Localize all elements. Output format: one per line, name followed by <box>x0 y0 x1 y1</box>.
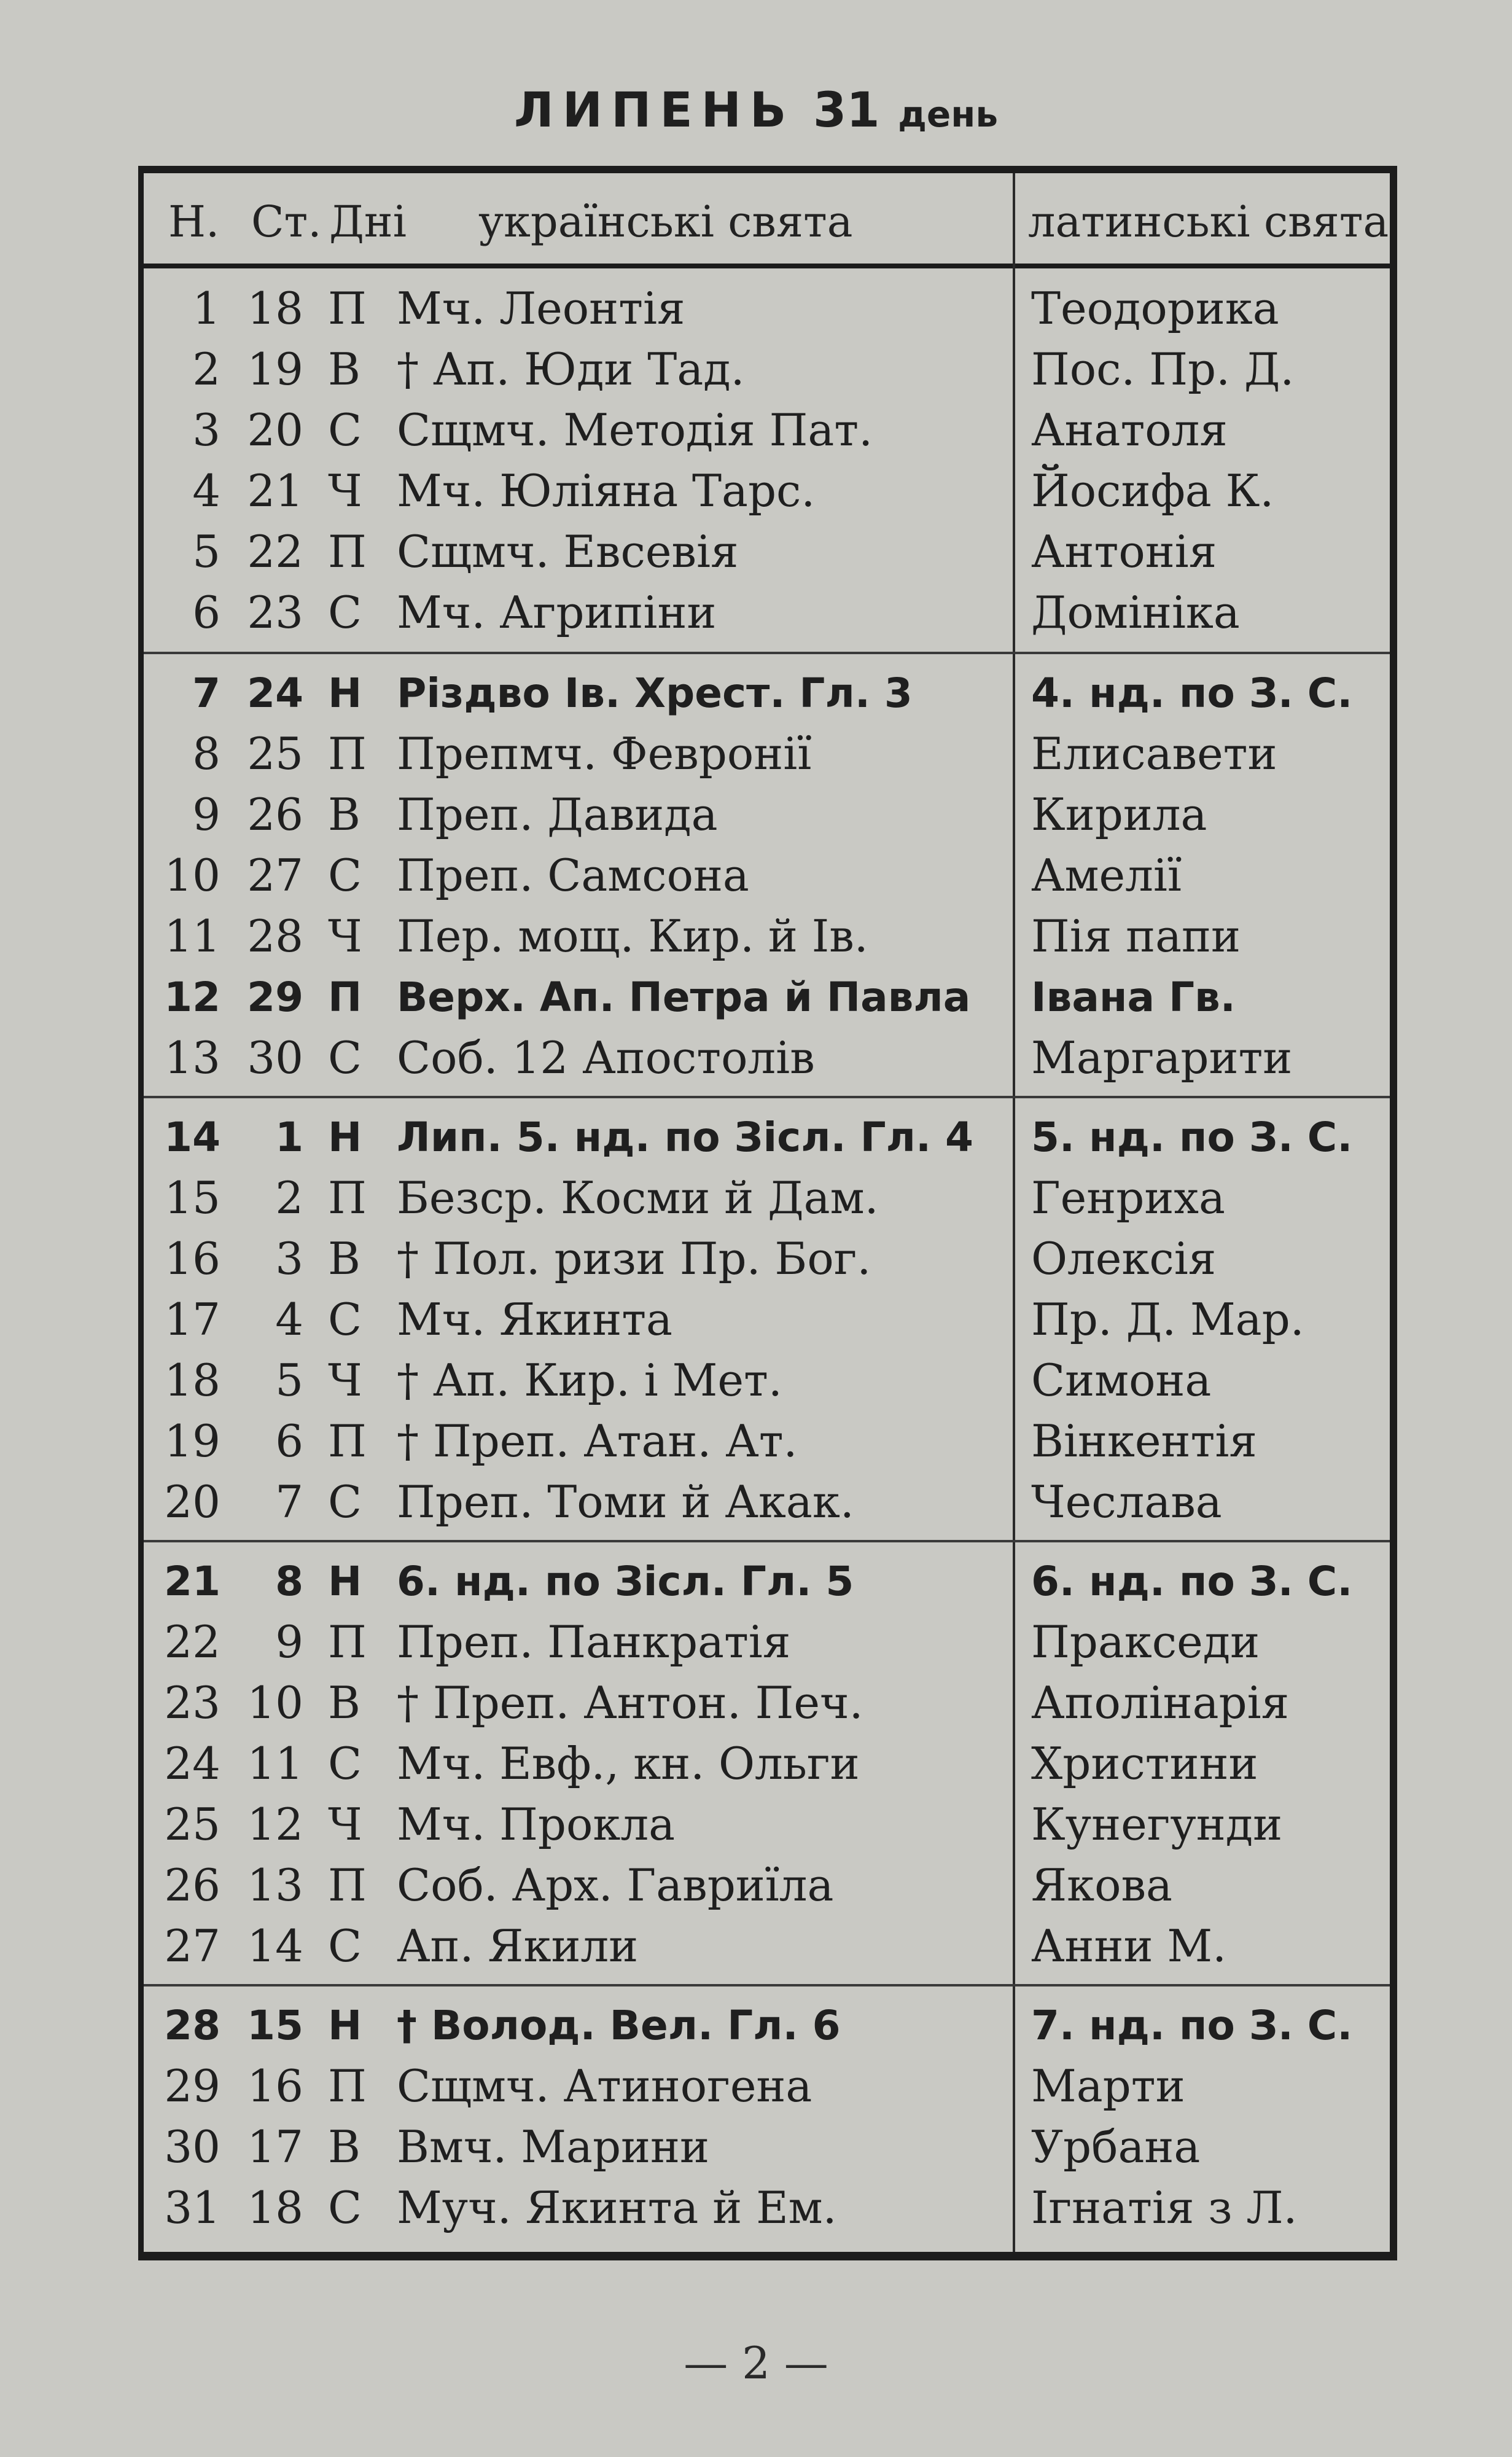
ukrainian-feast: Преп. Самсона <box>397 850 749 901</box>
day-number-new: 29 <box>164 2060 220 2112</box>
weekday-letter: П <box>328 1859 367 1911</box>
day-number-old: 26 <box>247 789 303 840</box>
weekday-letter: С <box>328 1738 362 1789</box>
weekday-letter: П <box>328 1616 367 1668</box>
ukrainian-feast: Сщмч. Атиногена <box>397 2060 813 2112</box>
day-number-old: 7 <box>275 1476 303 1528</box>
ukrainian-feast: Соб. 12 Апостолів <box>397 1032 815 1084</box>
weekday-letter: П <box>328 1172 367 1224</box>
day-number-old: 18 <box>247 2182 303 2233</box>
latin-feast: Кирила <box>1031 789 1207 840</box>
weekday-letter: Н <box>328 670 362 717</box>
day-number-new: 19 <box>164 1415 220 1467</box>
latin-feast: Пракседи <box>1031 1616 1260 1668</box>
table-row <box>144 1855 1390 1916</box>
table-row <box>144 1472 1390 1533</box>
day-number-old: 11 <box>247 1738 303 1789</box>
days-word: день <box>898 93 998 135</box>
day-number-new: 27 <box>164 1920 220 1972</box>
ukrainian-feast: Безср. Косми й Дам. <box>397 1172 879 1224</box>
latin-feast: Ігнатія з Л. <box>1031 2182 1298 2233</box>
weekday-letter: Ч <box>328 910 362 962</box>
ukrainian-feast: Сщмч. Методія Пат. <box>397 404 873 456</box>
weekday-letter: П <box>328 526 367 577</box>
latin-feast: Христини <box>1031 1738 1258 1789</box>
ukrainian-feast: Різдво Ів. Хрест. Гл. 3 <box>397 670 913 717</box>
table-row <box>144 2056 1390 2117</box>
table-row <box>144 1673 1390 1733</box>
latin-feast: 6. нд. по З. С. <box>1031 1558 1353 1605</box>
day-number-new: 11 <box>164 910 220 962</box>
ukrainian-feast: † Ап. Кир. і Мет. <box>397 1354 782 1406</box>
day-number-old: 10 <box>247 1677 303 1728</box>
latin-feast: Генриха <box>1031 1172 1225 1224</box>
weekday-letter: П <box>328 2060 367 2112</box>
latin-feast: Маргарити <box>1031 1032 1293 1084</box>
day-number-new: 15 <box>164 1172 220 1224</box>
week-group <box>144 1540 1390 1984</box>
header-new-style: Н. <box>168 197 220 247</box>
table-row <box>144 521 1390 582</box>
table-row <box>144 461 1390 521</box>
table-row <box>144 845 1390 906</box>
table-row <box>144 2178 1390 2238</box>
ukrainian-feast: Мч. Агрипіни <box>397 587 717 638</box>
table-row <box>144 1411 1390 1472</box>
weekday-letter: П <box>328 1415 367 1467</box>
day-number-new: 6 <box>192 587 220 638</box>
header-ukrainian-feasts: українські свята <box>478 197 853 247</box>
ukrainian-feast: Препмч. Февронії <box>397 728 812 779</box>
ukrainian-feast: † Преп. Атан. Ат. <box>397 1415 798 1467</box>
weekday-letter: В <box>328 1233 360 1284</box>
page-title <box>0 83 1512 138</box>
table-row <box>144 1916 1390 1977</box>
weekday-letter: С <box>328 1294 362 1345</box>
table-row <box>144 1228 1390 1289</box>
weekday-letter: С <box>328 1032 362 1084</box>
latin-feast: Анни М. <box>1031 1920 1226 1972</box>
weekday-letter: В <box>328 343 360 395</box>
calendar-table <box>138 166 1397 2260</box>
table-row <box>144 1028 1390 1088</box>
ukrainian-feast: Верх. Ап. Петра й Павла <box>397 974 971 1021</box>
ukrainian-feast: Соб. Арх. Гавриїла <box>397 1859 834 1911</box>
weekday-letter: С <box>328 404 362 456</box>
day-number-old: 12 <box>247 1799 303 1850</box>
ukrainian-feast: Муч. Якинта й Ем. <box>397 2182 837 2233</box>
latin-feast: Івана Гв. <box>1031 974 1236 1021</box>
weekday-letter: С <box>328 2182 362 2233</box>
day-number-new: 5 <box>192 526 220 577</box>
ukrainian-feast: Пер. мощ. Кир. й Ів. <box>397 910 868 962</box>
table-row <box>144 1107 1390 1168</box>
day-number-new: 12 <box>164 974 220 1021</box>
day-number-new: 4 <box>192 465 220 517</box>
latin-feast: Анатоля <box>1031 404 1228 456</box>
latin-feast: 4. нд. по З. С. <box>1031 670 1353 717</box>
table-row <box>144 663 1390 724</box>
ukrainian-feast: Мч. Прокла <box>397 1799 675 1850</box>
ukrainian-feast: Ап. Якили <box>397 1920 639 1972</box>
table-row <box>144 1168 1390 1228</box>
day-number-old: 2 <box>275 1172 303 1224</box>
latin-feast: Пос. Пр. Д. <box>1031 343 1295 395</box>
day-number-new: 26 <box>164 1859 220 1911</box>
day-number-old: 13 <box>247 1859 303 1911</box>
day-number-new: 1 <box>192 283 220 334</box>
weekday-letter: С <box>328 850 362 901</box>
day-number-old: 1 <box>275 1114 303 1161</box>
latin-feast: 5. нд. по З. С. <box>1031 1114 1353 1161</box>
day-number-old: 23 <box>247 587 303 638</box>
weekday-letter: П <box>328 728 367 779</box>
weekday-letter: Ч <box>328 465 362 517</box>
weekday-letter: С <box>328 1920 362 1972</box>
latin-feast: Домініка <box>1031 587 1240 638</box>
table-row <box>144 1794 1390 1855</box>
day-number-old: 19 <box>247 343 303 395</box>
ukrainian-feast: Преп. Томи й Акак. <box>397 1476 854 1528</box>
ukrainian-feast: Преп. Давида <box>397 789 718 840</box>
day-number-old: 14 <box>247 1920 303 1972</box>
day-number-new: 7 <box>192 670 220 717</box>
table-row <box>144 967 1390 1028</box>
weekday-letter: В <box>328 789 360 840</box>
day-number-new: 28 <box>164 2002 220 2049</box>
table-row <box>144 1289 1390 1350</box>
day-number-new: 24 <box>164 1738 220 1789</box>
ukrainian-feast: Мч. Юліяна Тарс. <box>397 465 816 517</box>
table-row <box>144 906 1390 967</box>
month-name: ЛИПЕНЬ <box>514 83 795 138</box>
table-row <box>144 1551 1390 1612</box>
weekday-letter: Н <box>328 2002 362 2049</box>
header-latin-feasts: латинські свята <box>1028 197 1389 247</box>
latin-feast: Йосифа К. <box>1031 465 1274 517</box>
weekday-letter: Н <box>328 1114 362 1161</box>
table-row <box>144 400 1390 461</box>
table-row <box>144 1995 1390 2056</box>
day-number-new: 10 <box>164 850 220 901</box>
header-old-style: Ст. <box>251 197 322 247</box>
ukrainian-feast: Мч. Евф., кн. Ольги <box>397 1738 860 1789</box>
day-number-old: 22 <box>247 526 303 577</box>
week-group <box>144 1984 1390 2246</box>
weekday-letter: В <box>328 2121 360 2173</box>
day-number-old: 27 <box>247 850 303 901</box>
table-row <box>144 582 1390 643</box>
ukrainian-feast: † Волод. Вел. Гл. 6 <box>397 2002 841 2049</box>
ukrainian-feast: Мч. Леонтія <box>397 283 685 334</box>
day-number-new: 31 <box>164 2182 220 2233</box>
day-number-new: 3 <box>192 404 220 456</box>
week-group <box>144 268 1390 652</box>
ukrainian-feast: † Ап. Юди Тад. <box>397 343 745 395</box>
table-row <box>144 339 1390 400</box>
latin-feast: Чеслава <box>1031 1476 1222 1528</box>
table-row <box>144 784 1390 845</box>
day-number-new: 14 <box>164 1114 220 1161</box>
weekday-letter: В <box>328 1677 360 1728</box>
latin-feast: Теодорика <box>1031 283 1279 334</box>
week-group <box>144 1096 1390 1540</box>
table-body <box>144 268 1390 2246</box>
day-number-old: 15 <box>247 2002 303 2049</box>
day-number-old: 17 <box>247 2121 303 2173</box>
day-number-new: 22 <box>164 1616 220 1668</box>
page-number: — 2 — <box>684 2337 828 2389</box>
latin-feast: Кунегунди <box>1031 1799 1283 1850</box>
table-row <box>144 1733 1390 1794</box>
latin-feast: 7. нд. по З. С. <box>1031 2002 1353 2049</box>
ukrainian-feast: 6. нд. по Зісл. Гл. 5 <box>397 1558 854 1605</box>
day-number-new: 23 <box>164 1677 220 1728</box>
day-number-old: 8 <box>275 1558 303 1605</box>
day-number-new: 13 <box>164 1032 220 1084</box>
latin-feast: Аполінарія <box>1031 1677 1290 1728</box>
day-number-new: 30 <box>164 2121 220 2173</box>
weekday-letter: Н <box>328 1558 362 1605</box>
day-number-new: 20 <box>164 1476 220 1528</box>
table-row <box>144 1350 1390 1411</box>
weekday-letter: Ч <box>328 1799 362 1850</box>
latin-feast: Пр. Д. Мар. <box>1031 1294 1304 1345</box>
day-number-new: 21 <box>164 1558 220 1605</box>
latin-feast: Марти <box>1031 2060 1185 2112</box>
day-number-old: 3 <box>275 1233 303 1284</box>
day-number-old: 28 <box>247 910 303 962</box>
day-number-new: 8 <box>192 728 220 779</box>
table-header <box>144 173 1390 268</box>
day-number-old: 24 <box>247 670 303 717</box>
day-number-old: 20 <box>247 404 303 456</box>
day-number-old: 30 <box>247 1032 303 1084</box>
latin-feast: Елисавети <box>1031 728 1277 779</box>
table-row <box>144 2117 1390 2178</box>
ukrainian-feast: Сщмч. Евсевія <box>397 526 739 577</box>
days-count: 31 <box>813 83 880 138</box>
day-number-new: 2 <box>192 343 220 395</box>
day-number-new: 17 <box>164 1294 220 1345</box>
week-group <box>144 652 1390 1096</box>
day-number-new: 18 <box>164 1354 220 1406</box>
latin-feast: Якова <box>1031 1859 1172 1911</box>
day-number-old: 5 <box>275 1354 303 1406</box>
ukrainian-feast: † Пол. ризи Пр. Бог. <box>397 1233 871 1284</box>
ukrainian-feast: Вмч. Марини <box>397 2121 709 2173</box>
latin-feast: Урбана <box>1031 2121 1201 2173</box>
day-number-old: 9 <box>275 1616 303 1668</box>
day-number-old: 21 <box>247 465 303 517</box>
ukrainian-feast: Лип. 5. нд. по Зісл. Гл. 4 <box>397 1114 973 1161</box>
latin-feast: Амелії <box>1031 850 1182 901</box>
ukrainian-feast: Преп. Панкратія <box>397 1616 791 1668</box>
table-row <box>144 278 1390 339</box>
day-number-old: 25 <box>247 728 303 779</box>
weekday-letter: Ч <box>328 1354 362 1406</box>
day-number-old: 4 <box>275 1294 303 1345</box>
latin-feast: Симона <box>1031 1354 1212 1406</box>
table-row <box>144 724 1390 784</box>
weekday-letter: П <box>328 974 362 1021</box>
day-number-old: 29 <box>247 974 303 1021</box>
day-number-old: 6 <box>275 1415 303 1467</box>
latin-feast: Антонія <box>1031 526 1217 577</box>
weekday-letter: С <box>328 587 362 638</box>
latin-feast: Вінкентія <box>1031 1415 1257 1467</box>
day-number-new: 9 <box>192 789 220 840</box>
latin-feast: Олексія <box>1031 1233 1217 1284</box>
ukrainian-feast: † Преп. Антон. Печ. <box>397 1677 863 1728</box>
table-row <box>144 1612 1390 1673</box>
weekday-letter: С <box>328 1476 362 1528</box>
header-days: Дні <box>329 197 407 247</box>
weekday-letter: П <box>328 283 367 334</box>
latin-feast: Пія папи <box>1031 910 1241 962</box>
day-number-new: 25 <box>164 1799 220 1850</box>
day-number-old: 16 <box>247 2060 303 2112</box>
day-number-new: 16 <box>164 1233 220 1284</box>
day-number-old: 18 <box>247 283 303 334</box>
ukrainian-feast: Мч. Якинта <box>397 1294 672 1345</box>
